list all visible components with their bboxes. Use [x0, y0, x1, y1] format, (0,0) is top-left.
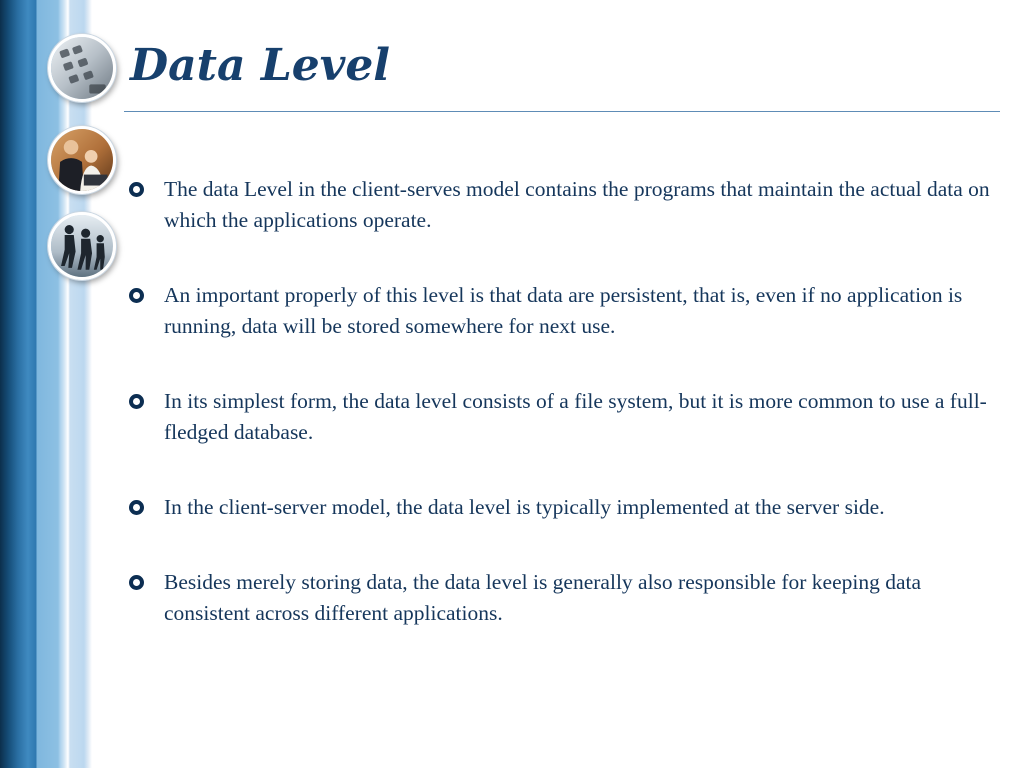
bullet-item	[128, 174, 996, 236]
business-people-photo	[48, 126, 116, 194]
bullet-text: In the client-server model, the data level is typically implemented at the server side.	[164, 495, 885, 519]
walking-people-photo	[48, 212, 116, 280]
bullet-circle-icon	[129, 500, 144, 515]
bullet-item	[128, 280, 996, 342]
bullet-item	[128, 567, 996, 629]
slide-title: Data Level	[130, 40, 391, 91]
bullet-circle-icon	[129, 575, 144, 590]
sidebar-decoration	[0, 0, 92, 768]
bullet-circle-icon	[129, 288, 144, 303]
bullet-text: The data Level in the client-serves model contains the programs that maintain the actual data on which the applications operate.	[164, 177, 990, 232]
bullet-text: In its simplest form, the data level consists of a file system, but it is more common to use a full-fledged database.	[164, 389, 987, 444]
bullet-text: An important properly of this level is that data are persistent, that is, even if no application is running, data will be stored somewhere for next use.	[164, 283, 963, 338]
bullet-text: Besides merely storing data, the data level is generally also responsible for keeping data consistent across different applications.	[164, 570, 922, 625]
bullet-circle-icon	[129, 182, 144, 197]
bullet-list	[128, 174, 996, 673]
bullet-circle-icon	[129, 394, 144, 409]
bullet-item	[128, 492, 996, 523]
title-divider	[124, 111, 1000, 112]
bullet-item	[128, 386, 996, 448]
keyboard-photo	[48, 34, 116, 102]
